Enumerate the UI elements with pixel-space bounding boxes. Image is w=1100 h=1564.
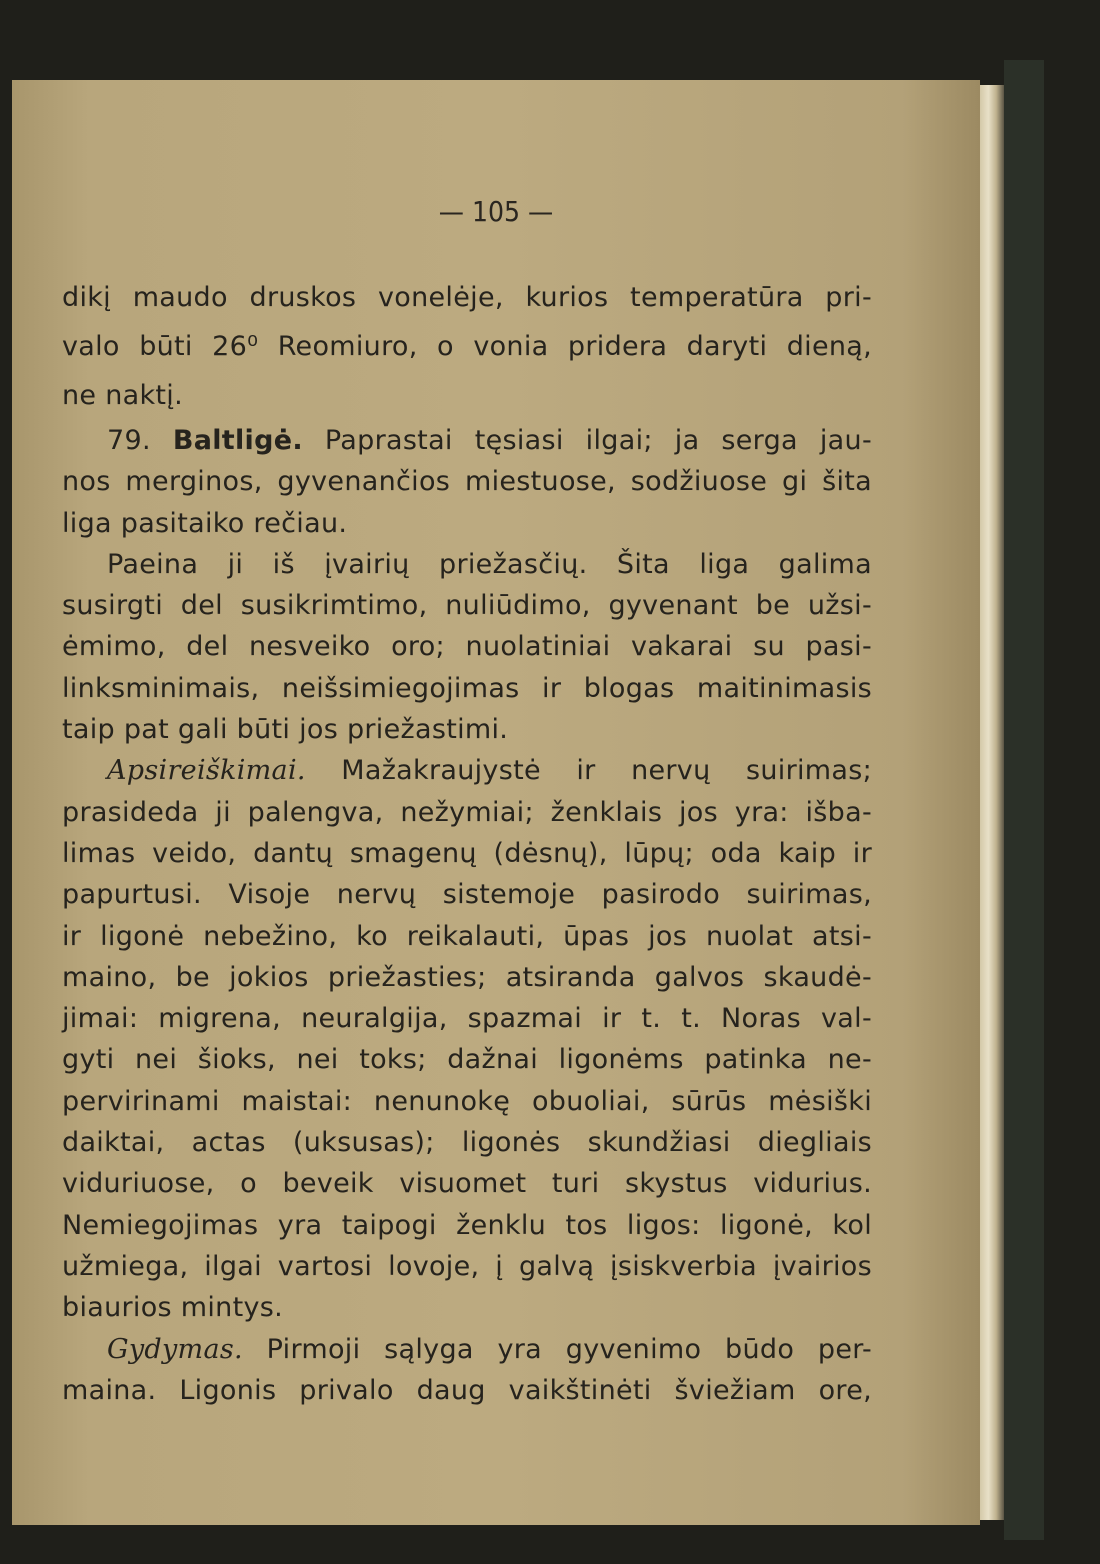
text-line: nos merginos, gyvenančios miestuose, sodžiuose gi šita bbox=[62, 466, 872, 498]
text-line: gyti nei šioks, nei toks; dažnai ligonėms patinka ne- bbox=[62, 1044, 872, 1076]
text-line: pervirinami maistai: nenunokę obuoliai, sūrūs mėsiški bbox=[62, 1085, 872, 1117]
section-heading-line bbox=[62, 420, 872, 461]
subheading-symptoms: Apsireiškimai. bbox=[107, 755, 306, 787]
book-page bbox=[12, 80, 980, 1525]
text-line: ir ligonė nebežino, ko reikalauti, ūpas jos nuolat atsi- bbox=[62, 920, 872, 952]
text-line: Paeina ji iš įvairių priežasčių. Šita liga galima bbox=[107, 548, 872, 580]
text-line: užmiega, ilgai vartosi lovoje, į galvą įsiskverbia įvairios bbox=[62, 1250, 872, 1282]
text-line: dikį maudo druskos vonelėje, kurios temperatūra pri- bbox=[62, 282, 872, 313]
text-span: Pirmoji sąlyga yra gyvenimo būdo per- bbox=[242, 1333, 872, 1365]
text-line: valo būti 26⁰ Reomiuro, o vonia pridera daryti dieną, bbox=[62, 331, 872, 362]
text-line: maina. Ligonis privalo daug vaikštinėti šviežiam ore, bbox=[62, 1374, 872, 1406]
text-line: biaurios mintys. bbox=[62, 1292, 283, 1324]
text-line: linksminimais, neišsimiegojimas ir blogas maitinimasis bbox=[62, 672, 872, 704]
section-number: 79. bbox=[107, 425, 173, 456]
book-binding bbox=[1004, 60, 1044, 1540]
subheading-treatment: Gydymas. bbox=[107, 1333, 243, 1365]
text-line: jimai: migrena, neuralgija, spazmai ir t. t. Noras val- bbox=[62, 1003, 872, 1035]
text-span: Paprastai tęsiasi ilgai; ja serga jau- bbox=[302, 425, 872, 456]
body-text bbox=[62, 273, 872, 1411]
section-title: Baltligė. bbox=[172, 425, 303, 456]
text-line: daiktai, actas (uksusas); ligonės skundžiasi diegliais bbox=[62, 1127, 872, 1159]
text-line: Nemiegojimas yra taipogi ženklu tos ligos: ligonė, kol bbox=[62, 1209, 872, 1241]
text-line: viduriuose, o beveik visuomet turi skystus vidurius. bbox=[62, 1168, 872, 1200]
text-line: papurtusi. Visoje nervų sistemoje pasirodo suirimas, bbox=[62, 879, 872, 911]
text-line: ne naktį. bbox=[62, 380, 183, 411]
page-edges bbox=[978, 85, 1004, 1520]
subheading-line bbox=[62, 750, 872, 791]
text-line: liga pasitaiko rečiau. bbox=[62, 507, 348, 539]
text-line: taip pat gali būti jos priežastimi. bbox=[62, 714, 509, 746]
text-span: Mažakraujystė ir nervų suirimas; bbox=[305, 755, 872, 787]
text-line: ėmimo, del nesveiko oro; nuolatiniai vakarai su pasi- bbox=[62, 631, 872, 663]
subheading-line bbox=[62, 1329, 872, 1370]
text-line: limas veido, dantų smagenų (dėsnų), lūpų; oda kaip ir bbox=[62, 837, 872, 869]
page-number: — 105 — bbox=[438, 195, 554, 228]
text-line: susirgti del susikrimtimo, nuliūdimo, gyvenant be užsi- bbox=[62, 590, 872, 622]
text-line: maino, be jokios priežasties; atsiranda galvos skaudė- bbox=[62, 961, 872, 993]
text-line: prasideda ji palengva, nežymiai; ženklais jos yra: išba- bbox=[62, 796, 872, 828]
